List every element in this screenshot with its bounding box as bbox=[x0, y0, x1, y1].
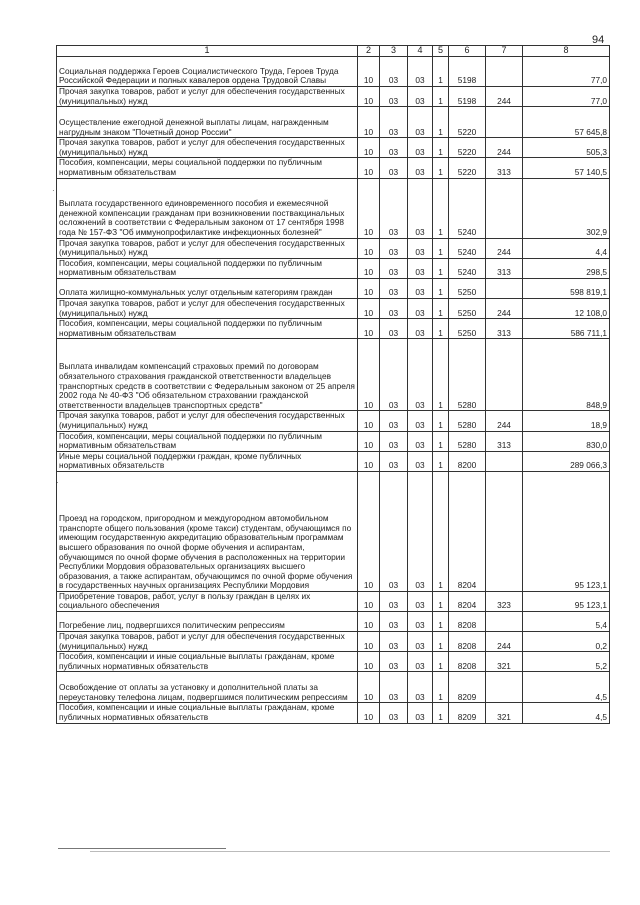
row-c6-cell: 5220 bbox=[449, 107, 486, 138]
row-c3-cell: 03 bbox=[380, 411, 408, 431]
row-c7-cell bbox=[486, 471, 523, 591]
header-row bbox=[57, 46, 610, 57]
row-c8-cell: 505,3 bbox=[523, 138, 610, 158]
table-row bbox=[57, 431, 610, 451]
row-c3-cell: 03 bbox=[380, 703, 408, 723]
row-c6-cell: 8209 bbox=[449, 672, 486, 703]
row-c2-cell: 10 bbox=[358, 238, 380, 258]
row-c3-cell: 03 bbox=[380, 107, 408, 138]
row-c2-cell: 10 bbox=[358, 339, 380, 411]
row-c5-cell: 1 bbox=[433, 278, 449, 298]
row-c3-cell: 03 bbox=[380, 87, 408, 107]
row-c7-cell bbox=[486, 57, 523, 87]
row-c3-cell: 03 bbox=[380, 612, 408, 632]
row-c8-cell: 586 711,1 bbox=[523, 319, 610, 339]
row-name-cell: Иные меры социальной поддержки граждан, кроме публичных нормативных обязательств bbox=[57, 451, 358, 471]
table-row bbox=[57, 471, 610, 591]
table-body bbox=[57, 46, 610, 724]
row-c4-cell: 03 bbox=[408, 238, 433, 258]
row-c7-cell: 313 bbox=[486, 431, 523, 451]
row-c2-cell: 10 bbox=[358, 632, 380, 652]
row-c4-cell: 03 bbox=[408, 278, 433, 298]
row-c2-cell: 10 bbox=[358, 471, 380, 591]
scan-line bbox=[90, 851, 610, 852]
row-c4-cell: 03 bbox=[408, 298, 433, 318]
row-c6-cell: 5250 bbox=[449, 298, 486, 318]
row-c8-cell: 95 123,1 bbox=[523, 471, 610, 591]
row-c6-cell: 8209 bbox=[449, 703, 486, 723]
row-c2-cell: 10 bbox=[358, 107, 380, 138]
row-c7-cell: 321 bbox=[486, 652, 523, 672]
table-row bbox=[57, 107, 610, 138]
row-c3-cell: 03 bbox=[380, 339, 408, 411]
table-row bbox=[57, 57, 610, 87]
table-row bbox=[57, 703, 610, 723]
row-c3-cell: 03 bbox=[380, 632, 408, 652]
table-row bbox=[57, 632, 610, 652]
row-c5-cell: 1 bbox=[433, 612, 449, 632]
row-c5-cell: 1 bbox=[433, 652, 449, 672]
row-c7-cell bbox=[486, 612, 523, 632]
row-c4-cell: 03 bbox=[408, 138, 433, 158]
row-c6-cell: 8208 bbox=[449, 612, 486, 632]
row-c6-cell: 5280 bbox=[449, 431, 486, 451]
row-c4-cell: 03 bbox=[408, 703, 433, 723]
row-c2-cell: 10 bbox=[358, 411, 380, 431]
row-c6-cell: 5250 bbox=[449, 319, 486, 339]
row-c8-cell: 18,9 bbox=[523, 411, 610, 431]
header-cell: 1 bbox=[57, 46, 358, 57]
row-c4-cell: 03 bbox=[408, 158, 433, 178]
row-c4-cell: 03 bbox=[408, 612, 433, 632]
row-c8-cell: 0,2 bbox=[523, 632, 610, 652]
row-c8-cell: 5,2 bbox=[523, 652, 610, 672]
table-row bbox=[57, 652, 610, 672]
row-c4-cell: 03 bbox=[408, 258, 433, 278]
table-row bbox=[57, 319, 610, 339]
row-c8-cell: 77,0 bbox=[523, 87, 610, 107]
table-row bbox=[57, 238, 610, 258]
row-c5-cell: 1 bbox=[433, 258, 449, 278]
row-c6-cell: 8204 bbox=[449, 591, 486, 611]
row-c7-cell bbox=[486, 178, 523, 238]
row-c8-cell: 4,4 bbox=[523, 238, 610, 258]
row-c3-cell: 03 bbox=[380, 258, 408, 278]
margin-mark: · bbox=[52, 186, 55, 195]
row-c8-cell: 4,5 bbox=[523, 703, 610, 723]
row-c6-cell: 8200 bbox=[449, 451, 486, 471]
row-c4-cell: 03 bbox=[408, 87, 433, 107]
row-c4-cell: 03 bbox=[408, 632, 433, 652]
row-c8-cell: 302,9 bbox=[523, 178, 610, 238]
row-c6-cell: 5220 bbox=[449, 158, 486, 178]
row-c6-cell: 8204 bbox=[449, 471, 486, 591]
row-c5-cell: 1 bbox=[433, 178, 449, 238]
row-name-cell: Прочая закупка товаров, работ и услуг для обеспечения государственных (муниципальных) нужд bbox=[57, 87, 358, 107]
row-name-cell: Пособия, компенсации и иные социальные выплаты гражданам, кроме публичных нормативных обязательств bbox=[57, 703, 358, 723]
row-name-cell: Оплата жилищно-коммунальных услуг отдельным категориям граждан bbox=[57, 278, 358, 298]
row-c2-cell: 10 bbox=[358, 431, 380, 451]
row-c4-cell: 03 bbox=[408, 431, 433, 451]
row-c7-cell: 323 bbox=[486, 591, 523, 611]
row-c2-cell: 10 bbox=[358, 57, 380, 87]
row-c6-cell: 5220 bbox=[449, 138, 486, 158]
row-c5-cell: 1 bbox=[433, 411, 449, 431]
table-row bbox=[57, 138, 610, 158]
row-c5-cell: 1 bbox=[433, 471, 449, 591]
row-c8-cell: 598 819,1 bbox=[523, 278, 610, 298]
row-c7-cell: 244 bbox=[486, 87, 523, 107]
row-c3-cell: 03 bbox=[380, 431, 408, 451]
row-c5-cell: 1 bbox=[433, 431, 449, 451]
row-c2-cell: 10 bbox=[358, 672, 380, 703]
row-name-cell: Пособия, компенсации, меры социальной поддержки по публичным нормативным обязательствам bbox=[57, 158, 358, 178]
row-c5-cell: 1 bbox=[433, 672, 449, 703]
row-c2-cell: 10 bbox=[358, 319, 380, 339]
row-c3-cell: 03 bbox=[380, 298, 408, 318]
table-row bbox=[57, 87, 610, 107]
row-c3-cell: 03 bbox=[380, 57, 408, 87]
page-number: 94 bbox=[592, 34, 605, 46]
row-c5-cell: 1 bbox=[433, 703, 449, 723]
row-c6-cell: 8208 bbox=[449, 652, 486, 672]
table-row bbox=[57, 178, 610, 238]
row-c5-cell: 1 bbox=[433, 107, 449, 138]
row-c5-cell: 1 bbox=[433, 298, 449, 318]
row-c8-cell: 57 140,5 bbox=[523, 158, 610, 178]
row-c7-cell: 244 bbox=[486, 138, 523, 158]
row-c2-cell: 10 bbox=[358, 612, 380, 632]
row-c5-cell: 1 bbox=[433, 57, 449, 87]
row-c3-cell: 03 bbox=[380, 319, 408, 339]
table-row bbox=[57, 451, 610, 471]
row-c5-cell: 1 bbox=[433, 591, 449, 611]
row-c8-cell: 289 066,3 bbox=[523, 451, 610, 471]
row-c2-cell: 10 bbox=[358, 703, 380, 723]
row-c4-cell: 03 bbox=[408, 319, 433, 339]
row-c4-cell: 03 bbox=[408, 591, 433, 611]
row-c6-cell: 5280 bbox=[449, 411, 486, 431]
row-c2-cell: 10 bbox=[358, 138, 380, 158]
row-c5-cell: 1 bbox=[433, 451, 449, 471]
header-cell: 5 bbox=[433, 46, 449, 57]
row-c5-cell: 1 bbox=[433, 158, 449, 178]
table-row bbox=[57, 339, 610, 411]
row-c8-cell: 57 645,8 bbox=[523, 107, 610, 138]
table-row bbox=[57, 411, 610, 431]
row-c7-cell: 244 bbox=[486, 298, 523, 318]
row-c7-cell bbox=[486, 107, 523, 138]
row-c7-cell: 313 bbox=[486, 158, 523, 178]
row-c6-cell: 5240 bbox=[449, 178, 486, 238]
row-name-cell: Осуществление ежегодной денежной выплаты лицам, награжденным нагрудным знаком "Почетный донор России" bbox=[57, 107, 358, 138]
row-c8-cell: 77,0 bbox=[523, 57, 610, 87]
row-name-cell: Выплата государственного единовременного пособия и ежемесячной денежной компенсации гражданам при возникновении поствакцинальных осложнений в соответствии с Федеральным законом от 17 сентября 1998 года № 157-ФЗ "Об иммунопрофилактике инфекционных болезней" bbox=[57, 178, 358, 238]
row-c7-cell: 313 bbox=[486, 319, 523, 339]
row-c7-cell: 244 bbox=[486, 632, 523, 652]
row-c7-cell: 244 bbox=[486, 411, 523, 431]
row-c3-cell: 03 bbox=[380, 178, 408, 238]
table-row bbox=[57, 612, 610, 632]
row-c8-cell: 95 123,1 bbox=[523, 591, 610, 611]
row-c5-cell: 1 bbox=[433, 87, 449, 107]
scan-line bbox=[58, 848, 226, 849]
row-c2-cell: 10 bbox=[358, 451, 380, 471]
row-c7-cell: 321 bbox=[486, 703, 523, 723]
row-name-cell: Пособия, компенсации и иные социальные выплаты гражданам, кроме публичных нормативных обязательств bbox=[57, 652, 358, 672]
row-c2-cell: 10 bbox=[358, 178, 380, 238]
row-name-cell: Пособия, компенсации, меры социальной поддержки по публичным нормативным обязательствам bbox=[57, 319, 358, 339]
row-c6-cell: 5240 bbox=[449, 258, 486, 278]
row-name-cell: Пособия, компенсации, меры социальной поддержки по публичным нормативным обязательствам bbox=[57, 258, 358, 278]
header-cell: 4 bbox=[408, 46, 433, 57]
row-name-cell: Приобретение товаров, работ, услуг в пользу граждан в целях их социального обеспечения bbox=[57, 591, 358, 611]
row-c2-cell: 10 bbox=[358, 87, 380, 107]
row-c8-cell: 298,5 bbox=[523, 258, 610, 278]
row-name-cell: Выплата инвалидам компенсаций страховых премий по договорам обязательного страхования гражданской ответственности владельцев транспортных средств в соответствии с Федеральным законом от 25 апреля 2002 года № 40-ФЗ "Об обязательном страховании гражданской ответственности владельцев транспортных средств" bbox=[57, 339, 358, 411]
row-name-cell: Пособия, компенсации, меры социальной поддержки по публичным нормативным обязательствам bbox=[57, 431, 358, 451]
row-c3-cell: 03 bbox=[380, 238, 408, 258]
row-name-cell: Освобождение от оплаты за установку и дополнительной платы за переустановку телефона лицам, подвергшимся политическим репрессиям bbox=[57, 672, 358, 703]
header-cell: 6 bbox=[449, 46, 486, 57]
row-name-cell: Прочая закупка товаров, работ и услуг для обеспечения государственных (муниципальных) нужд bbox=[57, 138, 358, 158]
row-name-cell: Прочая закупка товаров, работ и услуг для обеспечения государственных (муниципальных) нужд bbox=[57, 411, 358, 431]
row-c5-cell: 1 bbox=[433, 319, 449, 339]
row-name-cell: Прочая закупка товаров, работ и услуг для обеспечения государственных (муниципальных) нужд bbox=[57, 238, 358, 258]
row-c6-cell: 5240 bbox=[449, 238, 486, 258]
row-name-cell: Социальная поддержка Героев Социалистического Труда, Героев Труда Российской Федерации и полных кавалеров ордена Трудовой Славы bbox=[57, 57, 358, 87]
row-c3-cell: 03 bbox=[380, 278, 408, 298]
row-c8-cell: 4,5 bbox=[523, 672, 610, 703]
row-c8-cell: 830,0 bbox=[523, 431, 610, 451]
row-c4-cell: 03 bbox=[408, 471, 433, 591]
row-c6-cell: 5198 bbox=[449, 87, 486, 107]
row-c8-cell: 12 108,0 bbox=[523, 298, 610, 318]
table-row bbox=[57, 672, 610, 703]
row-c2-cell: 10 bbox=[358, 591, 380, 611]
row-c7-cell: 244 bbox=[486, 238, 523, 258]
row-c3-cell: 03 bbox=[380, 451, 408, 471]
table-row bbox=[57, 591, 610, 611]
row-c5-cell: 1 bbox=[433, 632, 449, 652]
table-row bbox=[57, 278, 610, 298]
row-c3-cell: 03 bbox=[380, 471, 408, 591]
row-c6-cell: 5198 bbox=[449, 57, 486, 87]
header-cell: 7 bbox=[486, 46, 523, 57]
row-c2-cell: 10 bbox=[358, 158, 380, 178]
margin-mark: · bbox=[56, 478, 59, 487]
row-c2-cell: 10 bbox=[358, 258, 380, 278]
row-c4-cell: 03 bbox=[408, 451, 433, 471]
row-c6-cell: 5280 bbox=[449, 339, 486, 411]
row-name-cell: Погребение лиц, подвергшихся политическим репрессиям bbox=[57, 612, 358, 632]
row-c2-cell: 10 bbox=[358, 278, 380, 298]
row-c7-cell: 313 bbox=[486, 258, 523, 278]
row-c7-cell bbox=[486, 451, 523, 471]
row-c7-cell bbox=[486, 278, 523, 298]
row-c8-cell: 848,9 bbox=[523, 339, 610, 411]
row-name-cell: Проезд на городском, пригородном и междугородном автомобильном транспорте общего пользования (кроме такси) студентам, обучающимся по имеющим государственную аккредитацию образовательным программам высшего образования по очной форме обучения и аспирантам, обучающимся по очной форме обучения в расположенных на территории Республики Мордовия образовательных организациях высшего образования, а также аспирантам, обучающимся по очной форме обучения в государственных научных организациях Республики Мордовия bbox=[57, 471, 358, 591]
row-c5-cell: 1 bbox=[433, 138, 449, 158]
header-cell: 3 bbox=[380, 46, 408, 57]
row-c4-cell: 03 bbox=[408, 57, 433, 87]
row-c2-cell: 10 bbox=[358, 652, 380, 672]
row-c2-cell: 10 bbox=[358, 298, 380, 318]
row-c3-cell: 03 bbox=[380, 138, 408, 158]
row-c4-cell: 03 bbox=[408, 411, 433, 431]
budget-table bbox=[56, 45, 610, 724]
row-c4-cell: 03 bbox=[408, 107, 433, 138]
row-c4-cell: 03 bbox=[408, 652, 433, 672]
row-c5-cell: 1 bbox=[433, 238, 449, 258]
row-c8-cell: 5,4 bbox=[523, 612, 610, 632]
header-cell: 8 bbox=[523, 46, 610, 57]
row-c5-cell: 1 bbox=[433, 339, 449, 411]
table-row bbox=[57, 258, 610, 278]
header-cell: 2 bbox=[358, 46, 380, 57]
table-row bbox=[57, 298, 610, 318]
table-row bbox=[57, 158, 610, 178]
row-c7-cell bbox=[486, 339, 523, 411]
row-c4-cell: 03 bbox=[408, 672, 433, 703]
row-c6-cell: 5250 bbox=[449, 278, 486, 298]
row-name-cell: Прочая закупка товаров, работ и услуг для обеспечения государственных (муниципальных) нужд bbox=[57, 298, 358, 318]
row-c3-cell: 03 bbox=[380, 672, 408, 703]
row-c3-cell: 03 bbox=[380, 652, 408, 672]
row-c3-cell: 03 bbox=[380, 158, 408, 178]
row-name-cell: Прочая закупка товаров, работ и услуг для обеспечения государственных (муниципальных) нужд bbox=[57, 632, 358, 652]
row-c3-cell: 03 bbox=[380, 591, 408, 611]
row-c4-cell: 03 bbox=[408, 178, 433, 238]
row-c6-cell: 8208 bbox=[449, 632, 486, 652]
row-c4-cell: 03 bbox=[408, 339, 433, 411]
row-c7-cell bbox=[486, 672, 523, 703]
